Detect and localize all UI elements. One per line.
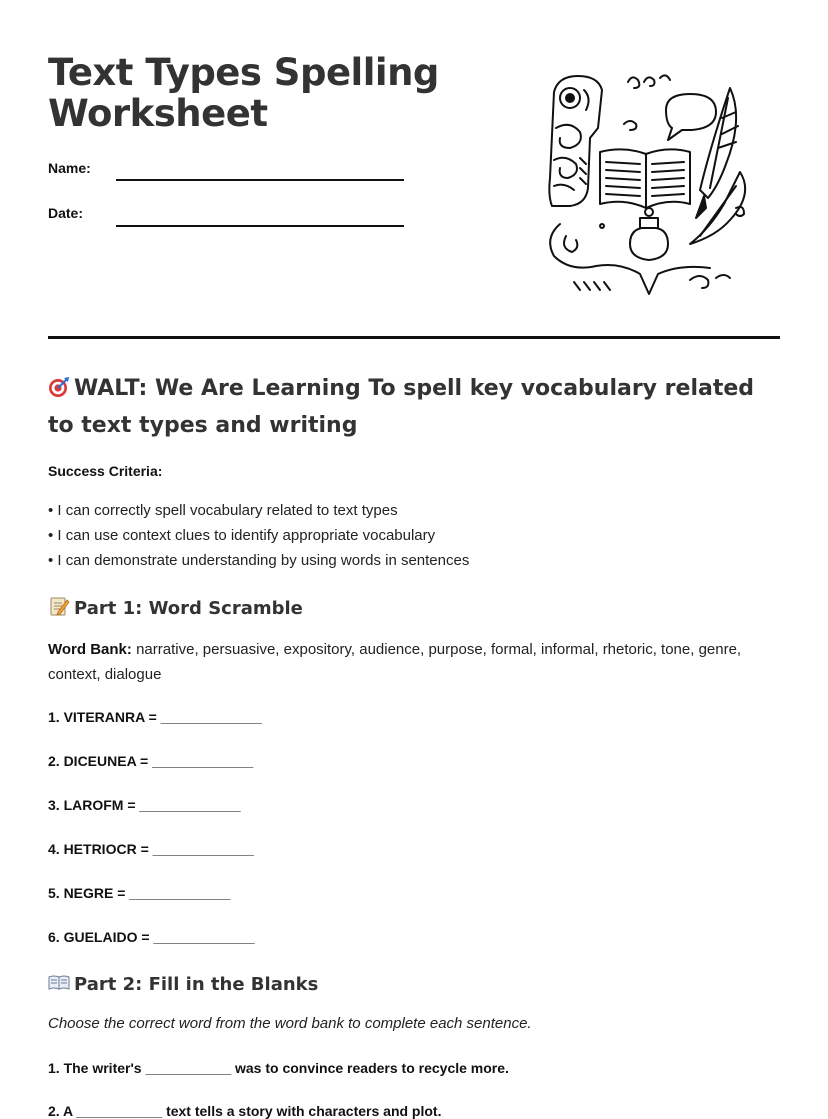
scramble-item: 1. VITERANRA = _____________ (48, 709, 262, 725)
criteria-item: • I can use context clues to identify appropriate vocabulary (48, 527, 436, 544)
date-label: Date: (48, 205, 84, 221)
scramble-item: 2. DICEUNEA = _____________ (48, 753, 254, 769)
ink-pot-icon (630, 208, 668, 260)
book-icon (600, 149, 690, 208)
worksheet-title (48, 52, 468, 134)
section-divider (48, 336, 780, 339)
memo-icon (48, 595, 70, 617)
quill-icon (696, 88, 738, 218)
part1-title: Part 1: Word Scramble (74, 598, 303, 619)
fill-item: 2. A ___________ text tells a story with characters and plot. (48, 1103, 442, 1119)
date-field[interactable] (116, 225, 404, 227)
target-icon (48, 376, 70, 398)
word-bank-label: Word Bank: (48, 641, 132, 658)
walt-heading (48, 370, 778, 444)
fill-item: 1. The writer's ___________ was to convince readers to recycle more. (48, 1060, 509, 1076)
criteria-item: • I can correctly spell vocabulary related to text types (48, 502, 398, 519)
writing-illustration (540, 68, 754, 300)
word-bank-words: narrative, persuasive, expository, audience, purpose, formal, informal, rhetoric, tone, genre, context, dialogue (48, 641, 742, 683)
title-line-2: Worksheet (48, 92, 268, 135)
part2-instructions: Choose the correct word from the word bank to complete each sentence. (48, 1015, 532, 1032)
title-line-1: Text Types Spelling (48, 51, 439, 94)
word-bank (48, 637, 768, 687)
name-label: Name: (48, 160, 91, 176)
part2-title: Part 2: Fill in the Blanks (74, 974, 319, 995)
name-field[interactable] (116, 179, 404, 181)
scramble-item: 6. GUELAIDO = _____________ (48, 929, 255, 945)
scramble-item: 3. LAROFM = _____________ (48, 797, 241, 813)
speech-bubble-icon (666, 94, 716, 140)
success-criteria-heading: Success Criteria: (48, 463, 163, 479)
carving-icon (549, 76, 602, 206)
walt-text: WALT: We Are Learning To spell key vocabulary related to text types and writing (48, 376, 755, 438)
criteria-item: • I can demonstrate understanding by using words in sentences (48, 552, 470, 569)
part1-heading (48, 595, 303, 619)
open-book-icon (48, 971, 70, 993)
scramble-item: 4. HETRIOCR = _____________ (48, 841, 254, 857)
scramble-item: 5. NEGRE = _____________ (48, 885, 231, 901)
part2-heading (48, 971, 318, 995)
